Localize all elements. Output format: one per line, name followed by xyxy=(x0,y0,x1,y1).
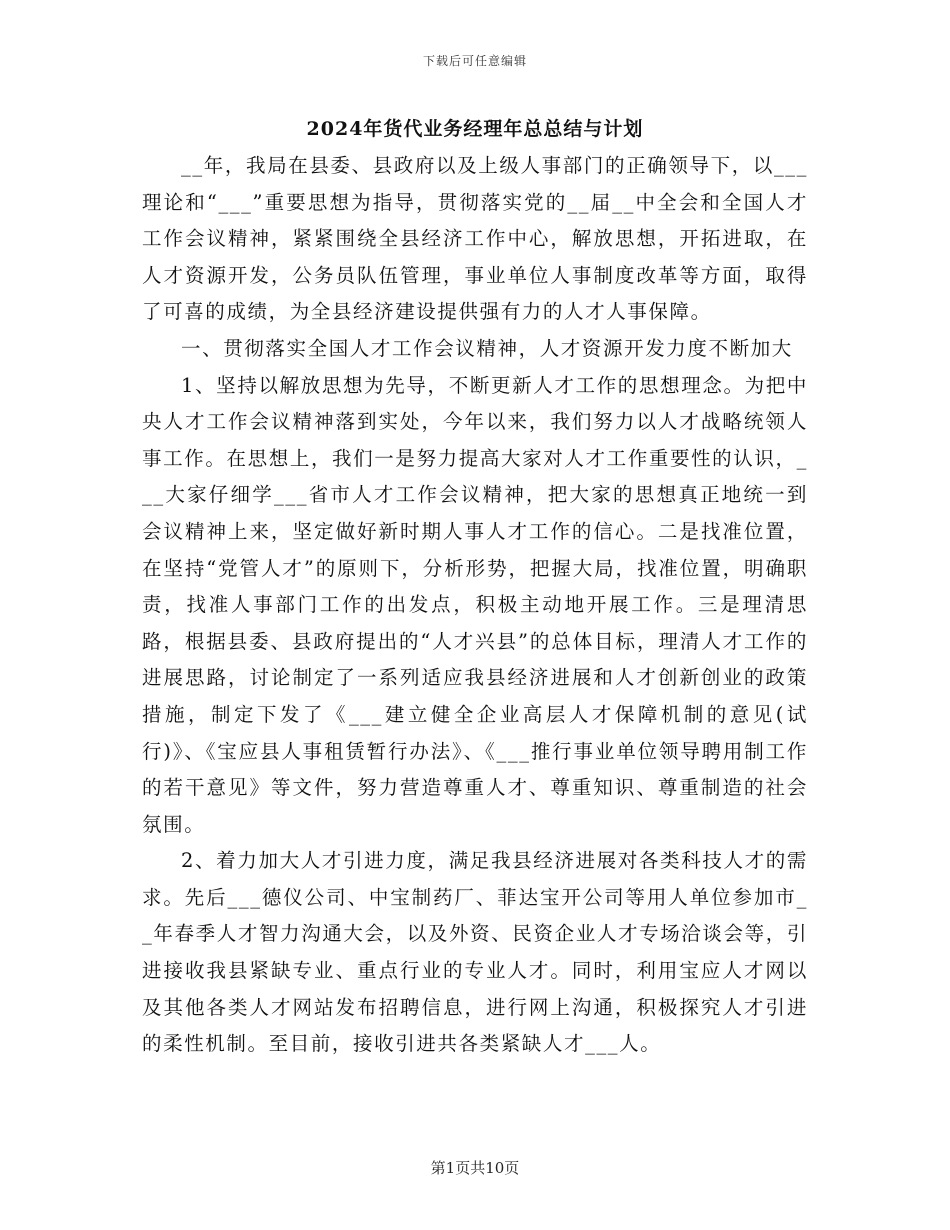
page-number: 第1页共10页 xyxy=(430,1159,520,1177)
section-heading-1: 一、贯彻落实全国人才工作会议精神，人才资源开发力度不断加大 xyxy=(181,336,793,360)
paragraph-item-1: 1、坚持以解放思想为先导，不断更新人才工作的思想理念。为把中央人才工作会议精神落到实处，今年以来，我们努力以人才战略统领人事工作。在思想上，我们一是努力提高大家对人才工作重要性的认识，___大家仔细学___省市人才工作会议精神，把大家的思想真正地统一到会议精神上来，坚定做好新时期人事人才工作的信心。二是找准位置，在坚持“党管人才”的原则下，分析形势，把握大局，找准位置，明确职责，找准人事部门工作的出发点，积极主动地开展工作。三是理清思路，根据县委、县政府提出的“人才兴县”的总体目标，理清人才工作的进展思路，讨论制定了一系列适应我县经济进展和人才创新创业的政策措施，制定下发了《___建立健全企业高层人才保障机制的意见(试行)》、《宝应县人事租赁暂行办法》、《___推行事业单位领导聘用制工作的若干意见》等文件，努力营造尊重人才、尊重知识、尊重制造的社会氛围。 xyxy=(142,373,808,836)
document-body xyxy=(142,148,808,1063)
document-title: 2024年货代业务经理年总总结与计划 xyxy=(306,118,644,140)
paragraph-intro: __年，我局在县委、县政府以及上级人事部门的正确领导下，以___理论和“___”重要思想为指导，贯彻落实党的__届__中全会和全国人才工作会议精神，紧紧围绕全县经济工作中心，解放思想，开拓进取，在人才资源开发，公务员队伍管理，事业单位人事制度改革等方面，取得了可喜的成绩，为全县经济建设提供强有力的人才人事保障。 xyxy=(142,154,808,324)
header-note: 下载后可任意编辑 xyxy=(422,54,527,68)
paragraph-item-2: 2、着力加大人才引进力度，满足我县经济进展对各类科技人才的需求。先后___德仪公司、中宝制药厂、菲达宝开公司等用人单位参加市__年春季人才智力沟通大会，以及外资、民资企业人才专场洽谈会等，引进接收我县紧缺专业、重点行业的专业人才。同时，利用宝应人才网以及其他各类人才网站发布招聘信息，进行网上沟通，积极探究人才引进的柔性机制。至目前，接收引进共各类紧缺人才___人。 xyxy=(142,849,808,1056)
